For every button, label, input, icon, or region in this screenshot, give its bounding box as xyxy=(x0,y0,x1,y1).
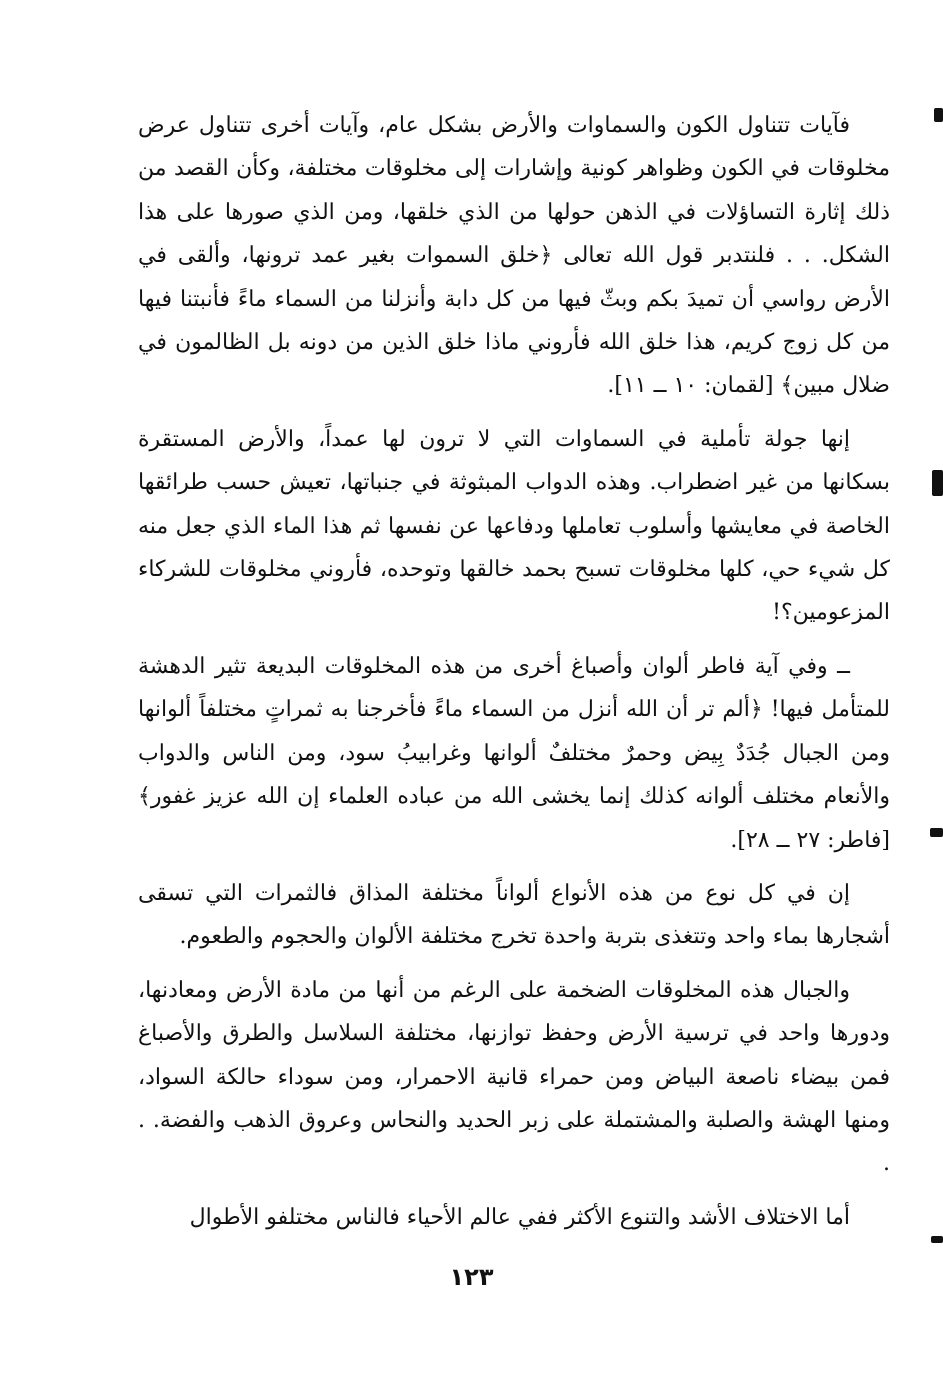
paragraph-5: والجبال هذه المخلوقات الضخمة على الرغم من أنها من مادة الأرض ومعادنها، ودورها واحد في ترسية الأرض وحفظ توازنها، مختلفة السلاسل والطرق والأصباغ فمن بيضاء ناصعة البياض ومن حمراء قانية الاحمرار، ومن سوداء حالكة السواد، ومنها الهشة والصلبة والمشتملة على زبر الحديد والنحاس وعروق الذهب والفضة. . . xyxy=(138,977,890,1177)
paragraph-4: إن في كل نوع من هذه الأنواع ألواناً مختلفة المذاق فالثمرات التي تسقى أشجارها بماء واحد وتتغذى بتربة واحدة تخرج مختلفة الألوان والحجوم والطعوم. xyxy=(138,880,890,950)
scan-edge-mark xyxy=(934,108,943,122)
body-text xyxy=(138,104,890,1249)
scan-edge-mark xyxy=(931,1236,943,1243)
paragraph-1: فآيات تتناول الكون والسماوات والأرض بشكل عام، وآيات أخرى تتناول عرض مخلوقات في الكون وظواهر كونية وإشارات إلى مخلوقات مختلفة، وكأن القصد من ذلك إثارة التساؤلات في الذهن حولها من الذي خلقها، ومن الذي صورها على هذا الشكل. . . فلنتدبر قول الله تعالى ﴿خلق السموات بغير عمد ترونها، وألقى في الأرض رواسي أن تميدَ بكم وبثّ فيها من كل دابة وأنزلنا من السماء ماءً فأنبتنا فيها من كل زوج كريم، هذا خلق الله فأروني ماذا خلق الذين من دونه بل الظالمون في ضلال مبين﴾ [لقمان: ١٠ ــ ١١]. xyxy=(138,113,890,399)
page-number: ١٢٣ xyxy=(449,1263,494,1291)
paragraph-3: ــ وفي آية فاطر ألوان وأصباغ أخرى من هذه المخلوقات البديعة تثير الدهشة للمتأمل فيها! ﴿ألم تر أن الله أنزل من السماء ماءً فأخرجنا به ثمراتٍ مختلفاً ألوانها ومن الجبال جُدَدٌ بِيض وحمرٌ مختلفٌ ألوانها وغرابيبُ سود، ومن الناس والدواب والأنعام مختلف ألوانه كذلك إنما يخشى الله من عباده العلماء إن الله عزيز غفور﴾ [فاطر: ٢٧ ــ ٢٨]. xyxy=(138,653,890,853)
paragraph-2: إنها جولة تأملية في السماوات التي لا ترون لها عمداً، والأرض المستقرة بسكانها من غير اضطراب. وهذه الدواب المبثوثة في جنباتها، تعيش حسب طرائقها الخاصة في معايشها وأسلوب تعاملها ودفاعها عن نفسها ثم هذا الماء الذي جعل منه كل شيء حي، كلها مخلوقات تسبح بحمد خالقها وتوحده، فأروني مخلوقات للشركاء المزعومين؟! xyxy=(138,426,890,626)
scan-edge-mark xyxy=(930,828,943,837)
paragraph-6: أما الاختلاف الأشد والتنوع الأكثر ففي عالم الأحياء فالناس مختلفو الأطوال xyxy=(189,1204,850,1230)
scan-edge-mark xyxy=(932,470,943,496)
